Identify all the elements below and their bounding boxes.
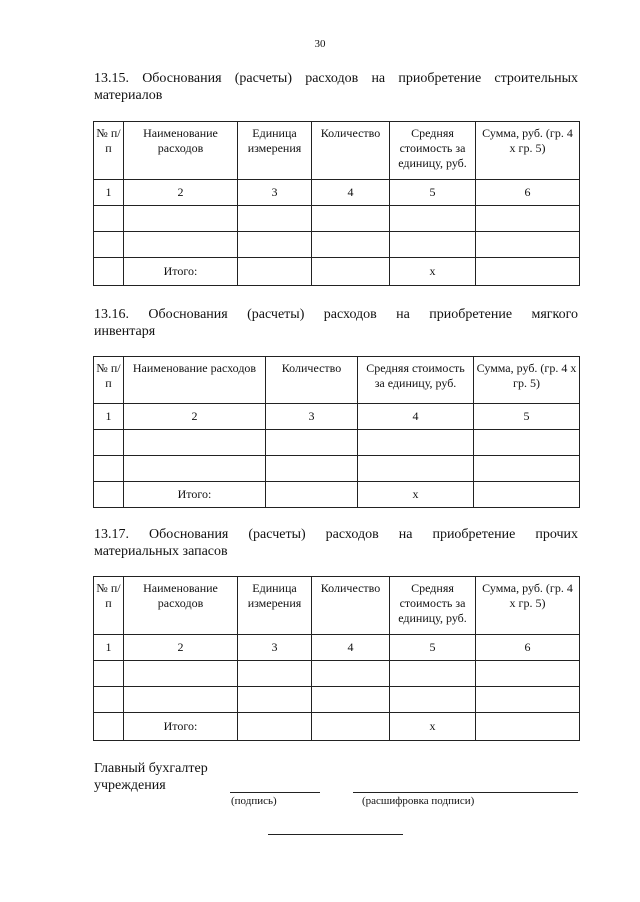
- table-row: [94, 456, 580, 482]
- table-cell: [124, 687, 238, 713]
- column-header: Средняя стоимость за единицу, руб.: [358, 357, 474, 404]
- section-heading-13-17: [94, 526, 578, 560]
- table-cell: [94, 687, 124, 713]
- signature-title-line: учреждения: [94, 778, 166, 793]
- signature-line: [230, 792, 320, 793]
- column-header: Наименование расходов: [124, 577, 238, 635]
- table-cell: [124, 661, 238, 687]
- total-label: Итого:: [124, 713, 238, 741]
- column-number: 5: [390, 180, 476, 206]
- column-number: 6: [476, 635, 580, 661]
- heading-line: 13.16. Обоснования (расчеты) расходов на приобретение мягкого: [94, 307, 578, 322]
- table-cell: [390, 687, 476, 713]
- table-cell: [94, 258, 124, 286]
- table-13-16: [93, 356, 580, 508]
- column-header: Количество: [312, 577, 390, 635]
- header-row: [94, 577, 580, 635]
- column-header: № п/п: [94, 357, 124, 404]
- table-row: [94, 687, 580, 713]
- table-cell: [312, 206, 390, 232]
- table-row: [94, 661, 580, 687]
- table-cell: [476, 206, 580, 232]
- column-number: 3: [238, 635, 312, 661]
- heading-line: инвентаря: [94, 324, 156, 339]
- column-header: Сумма, руб. (гр. 4 х гр. 5): [476, 577, 580, 635]
- column-header: № п/п: [94, 577, 124, 635]
- table-cell: [94, 713, 124, 741]
- table-cell: [390, 232, 476, 258]
- table-cell: [312, 232, 390, 258]
- column-header: Сумма, руб. (гр. 4 х гр. 5): [474, 357, 580, 404]
- table-cell: [238, 661, 312, 687]
- table-cell: [238, 206, 312, 232]
- table-cell: [312, 661, 390, 687]
- total-row: [94, 713, 580, 741]
- column-header: Сумма, руб. (гр. 4 х гр. 5): [476, 122, 580, 180]
- table-13-15: [93, 121, 580, 286]
- column-header: № п/п: [94, 122, 124, 180]
- column-number: 5: [390, 635, 476, 661]
- table-cell: [94, 206, 124, 232]
- table-13-17: [93, 576, 580, 741]
- page-number: 30: [314, 38, 326, 50]
- table-cell: [390, 661, 476, 687]
- signature-title-line: Главный бухгалтер: [94, 761, 208, 776]
- header-row: [94, 122, 580, 180]
- table-cell: [124, 206, 238, 232]
- table-cell: [312, 687, 390, 713]
- heading-line: 13.17. Обоснования (расчеты) расходов на приобретение прочих: [94, 527, 578, 542]
- table-cell: [124, 232, 238, 258]
- table-cell: [476, 232, 580, 258]
- table-cell: [474, 482, 580, 508]
- column-number: 1: [94, 635, 124, 661]
- table-cell: [238, 687, 312, 713]
- column-number: 2: [124, 635, 238, 661]
- column-number: 6: [476, 180, 580, 206]
- column-number: 2: [124, 180, 238, 206]
- total-row: [94, 482, 580, 508]
- table-cell: [358, 430, 474, 456]
- column-header: Наименование расходов: [124, 122, 238, 180]
- section-heading-13-15: [94, 70, 578, 104]
- table-cell: [94, 430, 124, 456]
- column-header: Средняя стоимость за единицу, руб.: [390, 577, 476, 635]
- column-number: 1: [94, 404, 124, 430]
- table-cell: [476, 713, 580, 741]
- table-cell: [238, 713, 312, 741]
- column-header: Наименование расходов: [124, 357, 266, 404]
- table-cell: [312, 713, 390, 741]
- table-row: [94, 206, 580, 232]
- table-cell: [94, 232, 124, 258]
- table-cell: [266, 430, 358, 456]
- heading-line: 13.15. Обоснования (расчеты) расходов на приобретение строительных: [94, 71, 578, 86]
- separator-line: [268, 834, 403, 835]
- table-cell: [238, 258, 312, 286]
- signature-title: [94, 760, 208, 794]
- table-cell: [94, 661, 124, 687]
- table-cell: [266, 482, 358, 508]
- table-cell: [476, 687, 580, 713]
- table-cell: [476, 661, 580, 687]
- signature-decode-caption: (расшифровка подписи): [362, 795, 475, 807]
- heading-line: материалов: [94, 88, 163, 103]
- total-label: Итого:: [124, 258, 238, 286]
- column-number-row: [94, 635, 580, 661]
- column-number-row: [94, 180, 580, 206]
- x-mark: x: [358, 482, 474, 508]
- total-label: Итого:: [124, 482, 266, 508]
- table-row: [94, 232, 580, 258]
- table-cell: [238, 232, 312, 258]
- total-row: [94, 258, 580, 286]
- column-number: 4: [312, 180, 390, 206]
- heading-line: материальных запасов: [94, 544, 228, 559]
- column-number: 3: [238, 180, 312, 206]
- table-cell: [94, 456, 124, 482]
- table-row: [94, 430, 580, 456]
- table-cell: [474, 430, 580, 456]
- signature-caption: (подпись): [231, 795, 277, 807]
- signature-decode-line: [353, 792, 578, 793]
- section-heading-13-16: [94, 306, 578, 340]
- x-mark: x: [390, 258, 476, 286]
- x-mark: x: [390, 713, 476, 741]
- column-header: Количество: [266, 357, 358, 404]
- table-cell: [474, 456, 580, 482]
- column-number: 5: [474, 404, 580, 430]
- table-cell: [94, 482, 124, 508]
- column-number: 2: [124, 404, 266, 430]
- table-cell: [390, 206, 476, 232]
- table-cell: [476, 258, 580, 286]
- column-number: 3: [266, 404, 358, 430]
- table-cell: [312, 258, 390, 286]
- column-header: Единица измерения: [238, 122, 312, 180]
- table-cell: [266, 456, 358, 482]
- column-header: Единица измерения: [238, 577, 312, 635]
- column-number-row: [94, 404, 580, 430]
- column-number: 4: [312, 635, 390, 661]
- column-header: Средняя стоимость за единицу, руб.: [390, 122, 476, 180]
- column-number: 4: [358, 404, 474, 430]
- header-row: [94, 357, 580, 404]
- column-number: 1: [94, 180, 124, 206]
- table-cell: [124, 456, 266, 482]
- table-cell: [124, 430, 266, 456]
- table-cell: [358, 456, 474, 482]
- column-header: Количество: [312, 122, 390, 180]
